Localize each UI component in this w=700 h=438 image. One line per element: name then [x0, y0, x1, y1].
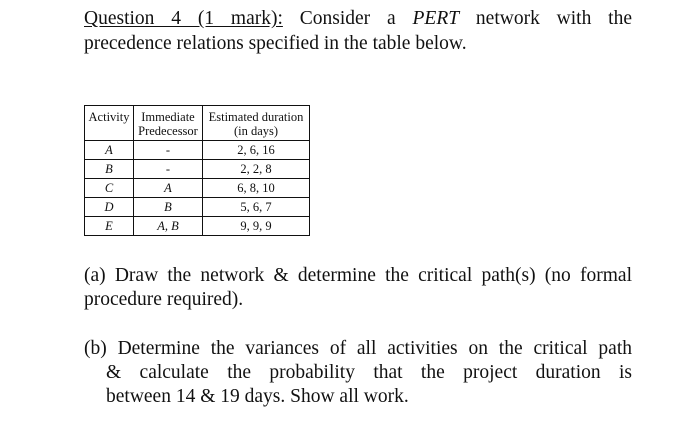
- question-heading: Question 4 (1 mark):: [84, 8, 283, 29]
- cell-predecessor: A, B: [134, 217, 203, 236]
- cell-duration: 6, 8, 10: [203, 179, 310, 198]
- part-a-line-2: procedure required).: [84, 289, 244, 310]
- cell-activity: C: [85, 179, 134, 198]
- table-row: [85, 160, 310, 179]
- table-row: [85, 141, 310, 160]
- question-statement: [84, 6, 632, 56]
- cell-activity: E: [85, 217, 134, 236]
- header-activity: Activity: [85, 106, 134, 141]
- cell-activity: B: [85, 160, 134, 179]
- precedence-table: [84, 105, 310, 236]
- table-row: [85, 179, 310, 198]
- header-duration: Estimated duration (in days): [203, 106, 310, 141]
- part-b-line-3: between 14 & 19 days. Show all work.: [106, 386, 409, 407]
- cell-predecessor: B: [134, 198, 203, 217]
- part-b-line-1: (b) Determine the variances of all activities on the critical path: [84, 338, 632, 359]
- question-line-2: precedence relations specified in the table below.: [84, 33, 467, 54]
- part-b: [84, 337, 632, 409]
- cell-duration: 2, 2, 8: [203, 160, 310, 179]
- question-text-1: Consider a: [282, 8, 413, 29]
- pert-term: PERT: [412, 8, 460, 29]
- cell-predecessor: A: [134, 179, 203, 198]
- cell-activity: D: [85, 198, 134, 217]
- header-predecessor: Immediate Predecessor: [134, 106, 203, 141]
- table-header-row: [85, 106, 310, 141]
- cell-predecessor: -: [134, 141, 203, 160]
- cell-predecessor: -: [134, 160, 203, 179]
- table-row: [85, 217, 310, 236]
- cell-duration: 9, 9, 9: [203, 217, 310, 236]
- table-row: [85, 198, 310, 217]
- part-a-line-1: (a) Draw the network & determine the critical path(s) (no formal: [84, 265, 632, 286]
- cell-duration: 2, 6, 16: [203, 141, 310, 160]
- part-a: [84, 264, 632, 312]
- question-line-1: [84, 6, 632, 31]
- cell-activity: A: [85, 141, 134, 160]
- cell-duration: 5, 6, 7: [203, 198, 310, 217]
- question-text-2: network with the: [459, 8, 632, 29]
- part-b-line-2: & calculate the probability that the project duration is: [106, 362, 632, 383]
- precedence-table-container: [84, 105, 310, 236]
